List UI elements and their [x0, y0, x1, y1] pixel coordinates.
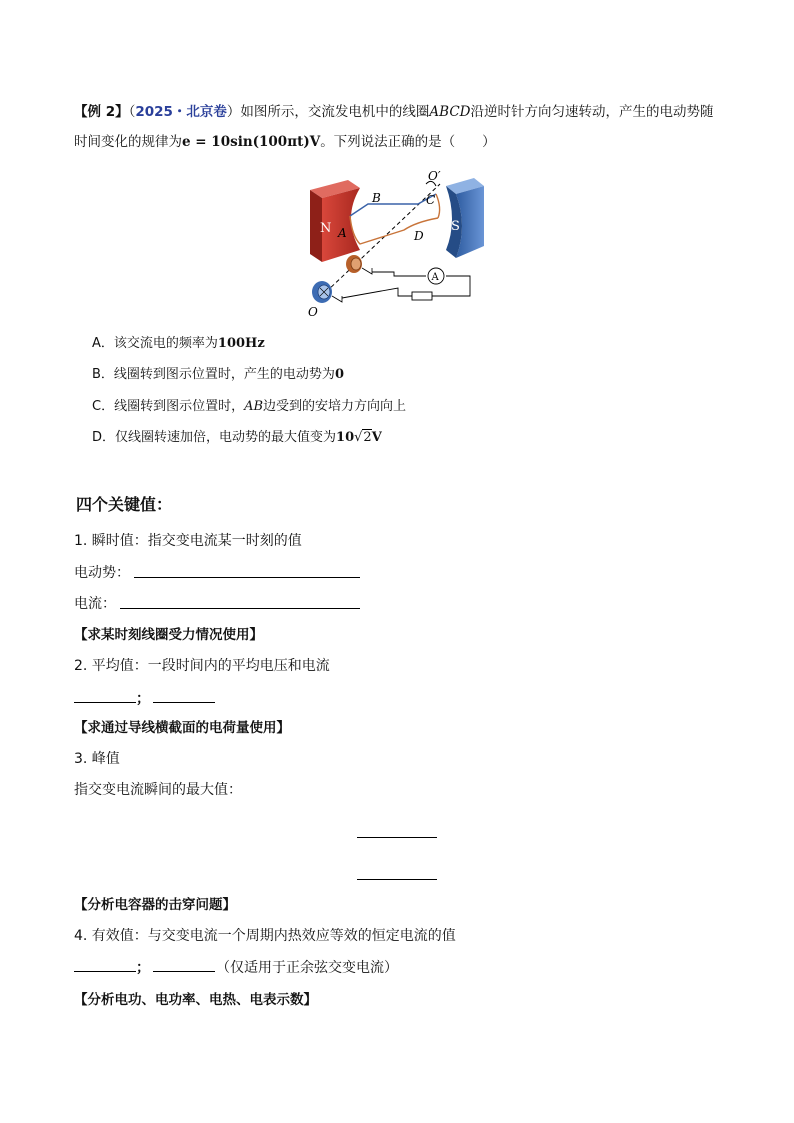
avg-current-blank[interactable] — [153, 702, 215, 703]
item4-remark: （仅适用于正余弦交变电流） — [216, 960, 398, 976]
question-line-2: 时间变化的规律为e = 10sin(100πt)V。下列说法正确的是（ ） — [74, 134, 496, 150]
peak-current-blank[interactable] — [357, 879, 437, 880]
emf-blank[interactable] — [134, 577, 360, 578]
north-label: N — [320, 221, 332, 236]
resistor — [412, 292, 432, 300]
svg-text:B: B — [372, 191, 381, 205]
item3-text: 3. 峰值 — [74, 751, 120, 767]
item4-text: 4. 有效值：与交变电流一个周期内热效应等效的恒定电流的值 — [74, 928, 456, 944]
current-blank[interactable] — [120, 608, 360, 609]
svg-text:C: C — [426, 193, 436, 207]
current-label: 电流： — [74, 596, 116, 612]
item2-note: 【求通过导线横截面的电荷量使用】 — [74, 720, 290, 736]
generator-figure — [298, 164, 488, 320]
question-line-1: 【例 2】（2025・北京卷）如图所示，交流发电机中的线圈ABCD沿逆时针方向匀速转动，产生的电动势随 — [74, 104, 714, 120]
slip-ring-copper — [346, 255, 372, 274]
svg-text:O′: O′ — [428, 169, 441, 183]
item1-note: 【求某时刻线圈受力情况使用】 — [74, 627, 263, 643]
item4-separator: ； — [136, 960, 150, 976]
peak-emf-blank[interactable] — [357, 837, 437, 838]
option-b[interactable]: B．线圈转到图示位置时，产生的电动势为0 — [92, 367, 344, 382]
option-c[interactable]: C．线圈转到图示位置时，AB边受到的安培力方向向上 — [92, 399, 407, 414]
north-magnet — [310, 180, 360, 262]
question-source: 2025・北京卷 — [135, 104, 227, 120]
external-circuit — [342, 268, 470, 300]
emf-formula: e = 10sin(100πt)V — [182, 134, 321, 150]
svg-text:A: A — [431, 272, 439, 283]
rms-current-blank[interactable] — [153, 971, 215, 972]
option-a[interactable]: A．该交流电的频率为100Hz — [92, 336, 265, 351]
svg-text:A: A — [338, 226, 347, 240]
coil-label: ABCD — [429, 104, 471, 120]
south-label: S — [451, 219, 460, 234]
avg-voltage-blank[interactable] — [74, 702, 136, 703]
item3-note: 【分析电容器的击穿问题】 — [74, 897, 236, 913]
sqrt-symbol: √2 — [354, 430, 372, 445]
svg-text:D: D — [414, 229, 424, 243]
item2-separator: ； — [136, 691, 150, 707]
svg-text:O: O — [308, 305, 318, 319]
option-d[interactable]: D．仅线圈转速加倍，电动势的最大值变为10√2V — [92, 430, 382, 445]
slip-ring-blue — [312, 281, 342, 303]
item1-text: 1. 瞬时值：指交变电流某一时刻的值 — [74, 533, 302, 549]
emf-label: 电动势： — [74, 565, 130, 581]
rms-voltage-blank[interactable] — [74, 971, 136, 972]
item4-note: 【分析电功、电功率、电热、电表示数】 — [74, 992, 317, 1008]
question-tag: 【例 2】 — [74, 104, 129, 120]
south-magnet — [446, 178, 484, 258]
key-values-title: 四个关键值： — [76, 495, 173, 514]
item2-text: 2. 平均值：一段时间内的平均电压和电流 — [74, 658, 330, 674]
item3-desc: 指交变电流瞬间的最大值： — [74, 782, 242, 798]
